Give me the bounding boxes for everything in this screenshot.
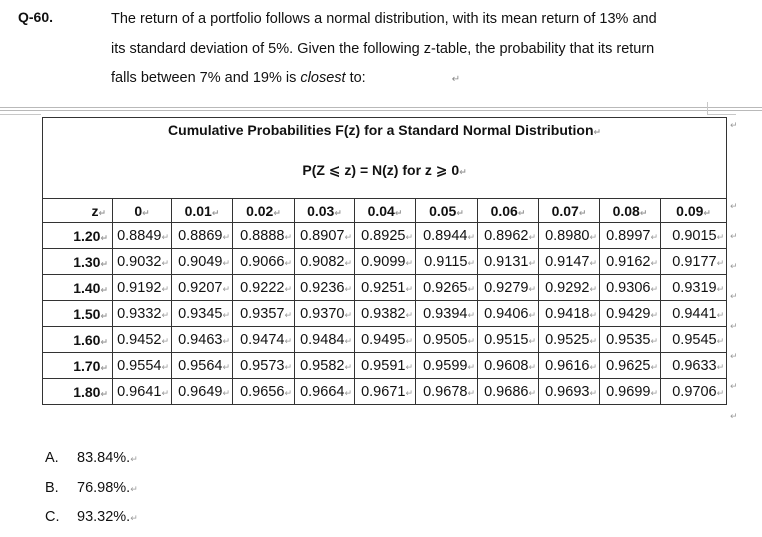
column-header: z↵ xyxy=(43,199,113,223)
row-end-mark-icon: ↵ xyxy=(730,381,738,391)
z-table-grid xyxy=(42,117,727,405)
cell-end-mark-icon: ↵ xyxy=(100,362,108,373)
cell-end-mark-icon: ↵ xyxy=(222,387,230,398)
cell-end-mark-icon: ↵ xyxy=(405,283,413,294)
answer-letter: B. xyxy=(45,479,59,496)
cell-end-mark-icon: ↵ xyxy=(528,257,536,268)
cell-end-mark-icon: ↵ xyxy=(528,361,536,372)
cell-end-mark-icon: ↵ xyxy=(716,283,725,294)
probability-cell: 0.8888↵ xyxy=(233,223,295,249)
row-end-mark-icon: ↵ xyxy=(730,231,738,241)
paragraph-mark-icon: ↵ xyxy=(130,483,138,494)
cell-end-mark-icon: ↵ xyxy=(467,387,475,398)
cell-end-mark-icon: ↵ xyxy=(222,309,230,320)
question-emphasis: closest xyxy=(300,70,346,86)
cell-end-mark-icon: ↵ xyxy=(528,231,536,242)
cell-end-mark-icon: ↵ xyxy=(703,207,711,218)
question-line-2: its standard deviation of 5%. Given the following z-table, the probability that its return xyxy=(111,40,655,57)
probability-cell: 0.8907↵ xyxy=(295,223,355,249)
probability-cell: 0.9418↵ xyxy=(539,301,600,327)
probability-cell: 0.8849↵ xyxy=(113,223,172,249)
cell-end-mark-icon: ↵ xyxy=(528,283,536,294)
column-header: 0.08↵ xyxy=(600,199,661,223)
cell-end-mark-icon: ↵ xyxy=(222,257,230,268)
row-end-mark-icon: ↵ xyxy=(730,411,738,421)
probability-cell: 0.9545↵ xyxy=(661,327,727,353)
cell-end-mark-icon: ↵ xyxy=(344,361,352,372)
cell-end-mark-icon: ↵ xyxy=(161,335,169,346)
z-value-cell: 1.60↵ xyxy=(43,327,113,353)
cell-end-mark-icon: ↵ xyxy=(716,231,725,242)
cell-end-mark-icon: ↵ xyxy=(589,283,597,294)
section-rule-bottom xyxy=(0,110,762,111)
cell-end-mark-icon: ↵ xyxy=(284,309,292,320)
probability-cell: 0.8997↵ xyxy=(600,223,661,249)
cell-end-mark-icon: ↵ xyxy=(100,310,108,321)
probability-cell: 0.8944↵ xyxy=(416,223,478,249)
probability-cell: 0.9162↵ xyxy=(600,249,661,275)
cell-end-mark-icon: ↵ xyxy=(650,257,658,268)
table-title: Cumulative Probabilities F(z) for a Standard Normal Distribution↵ xyxy=(168,122,602,138)
cell-end-mark-icon: ↵ xyxy=(528,387,536,398)
cell-end-mark-icon: ↵ xyxy=(284,283,292,294)
probability-cell: 0.9452↵ xyxy=(113,327,172,353)
cell-end-mark-icon: ↵ xyxy=(578,207,587,218)
cell-end-mark-icon: ↵ xyxy=(284,387,292,398)
cell-end-mark-icon: ↵ xyxy=(161,283,169,294)
cell-end-mark-icon: ↵ xyxy=(716,309,725,320)
answer-text: 93.32%. xyxy=(77,509,131,525)
cell-end-mark-icon: ↵ xyxy=(161,361,169,372)
probability-cell: 0.9706↵ xyxy=(661,379,727,405)
probability-cell: 0.9207↵ xyxy=(172,275,233,301)
row-end-mark-icon: ↵ xyxy=(730,321,738,331)
column-header: 0.03↵ xyxy=(295,199,355,223)
probability-cell: 0.8980↵ xyxy=(539,223,600,249)
cell-end-mark-icon: ↵ xyxy=(716,361,725,372)
column-header: 0.04↵ xyxy=(355,199,416,223)
cell-end-mark-icon: ↵ xyxy=(456,207,464,218)
cell-end-mark-icon: ↵ xyxy=(589,257,597,268)
z-value-cell: 1.80↵ xyxy=(43,379,113,405)
probability-cell: 0.9649↵ xyxy=(172,379,233,405)
probability-cell: 0.9686↵ xyxy=(478,379,539,405)
question-line-1: The return of a portfolio follows a normal distribution, with its mean return of 13% and xyxy=(111,11,657,27)
cell-end-mark-icon: ↵ xyxy=(344,309,352,320)
z-table xyxy=(42,117,726,405)
table-row xyxy=(43,327,727,353)
cell-end-mark-icon: ↵ xyxy=(100,232,108,243)
question-line-3-prefix: falls between 7% and 19% is xyxy=(111,70,301,86)
probability-cell: 0.9633↵ xyxy=(661,353,727,379)
column-header: 0.07↵ xyxy=(539,199,600,223)
probability-cell: 0.9406↵ xyxy=(478,301,539,327)
cell-end-mark-icon: ↵ xyxy=(222,283,230,294)
probability-cell: 0.9554↵ xyxy=(113,353,172,379)
cell-end-mark-icon: ↵ xyxy=(344,283,352,294)
table-row xyxy=(43,249,727,275)
probability-cell: 0.9525↵ xyxy=(539,327,600,353)
probability-cell: 0.9082↵ xyxy=(295,249,355,275)
cell-end-mark-icon: ↵ xyxy=(284,231,292,242)
cell-end-mark-icon: ↵ xyxy=(98,207,106,218)
cell-end-mark-icon: ↵ xyxy=(284,335,292,346)
cell-end-mark-icon: ↵ xyxy=(650,361,658,372)
probability-cell: 0.8925↵ xyxy=(355,223,416,249)
cell-end-mark-icon: ↵ xyxy=(344,335,352,346)
probability-cell: 0.9664↵ xyxy=(295,379,355,405)
answer-list xyxy=(45,448,138,537)
cell-end-mark-icon: ↵ xyxy=(467,283,475,294)
cell-end-mark-icon: ↵ xyxy=(528,335,536,346)
section-rule-top xyxy=(0,107,762,108)
probability-cell: 0.9015↵ xyxy=(661,223,727,249)
cell-end-mark-icon: ↵ xyxy=(650,231,658,242)
cell-end-mark-icon: ↵ xyxy=(405,335,413,346)
z-value-cell: 1.40↵ xyxy=(43,275,113,301)
table-title-cell xyxy=(43,118,727,199)
table-row xyxy=(43,353,727,379)
answer-option[interactable] xyxy=(45,478,138,508)
probability-cell: 0.9251↵ xyxy=(355,275,416,301)
answer-text: 76.98%. xyxy=(77,479,131,496)
probability-cell: 0.9678↵ xyxy=(416,379,478,405)
probability-cell: 0.9625↵ xyxy=(600,353,661,379)
cell-end-mark-icon: ↵ xyxy=(284,257,292,268)
cell-end-mark-icon: ↵ xyxy=(142,207,150,218)
cell-end-mark-icon: ↵ xyxy=(222,361,230,372)
probability-cell: 0.9616↵ xyxy=(539,353,600,379)
probability-cell: 0.9699↵ xyxy=(600,379,661,405)
cell-end-mark-icon: ↵ xyxy=(344,257,352,268)
probability-cell: 0.9641↵ xyxy=(113,379,172,405)
cell-end-mark-icon: ↵ xyxy=(405,257,413,268)
cell-end-mark-icon: ↵ xyxy=(284,361,292,372)
probability-cell: 0.9515↵ xyxy=(478,327,539,353)
cell-end-mark-icon: ↵ xyxy=(589,231,597,242)
answer-text: 83.84%. xyxy=(77,450,131,466)
probability-cell: 0.9495↵ xyxy=(355,327,416,353)
probability-cell: 0.9066↵ xyxy=(233,249,295,275)
z-value-cell: 1.50↵ xyxy=(43,301,113,327)
cell-end-mark-icon: ↵ xyxy=(716,335,725,346)
probability-cell: 0.9319↵ xyxy=(661,275,727,301)
cell-end-mark-icon: ↵ xyxy=(589,335,597,346)
probability-cell: 0.9306↵ xyxy=(600,275,661,301)
probability-cell: 0.9441↵ xyxy=(661,301,727,327)
question-line-3-suffix: to: xyxy=(345,70,366,86)
cell-end-mark-icon: ↵ xyxy=(716,387,725,398)
probability-cell: 0.9345↵ xyxy=(172,301,233,327)
cell-end-mark-icon: ↵ xyxy=(650,387,658,398)
cell-end-mark-icon: ↵ xyxy=(517,207,526,218)
probability-cell: 0.9279↵ xyxy=(478,275,539,301)
cell-end-mark-icon: ↵ xyxy=(405,361,413,372)
cell-end-mark-icon: ↵ xyxy=(100,284,108,295)
z-value-cell: 1.30↵ xyxy=(43,249,113,275)
column-header: 0.02↵ xyxy=(233,199,295,223)
probability-cell: 0.9032↵ xyxy=(113,249,172,275)
z-value-cell: 1.20↵ xyxy=(43,223,113,249)
table-row xyxy=(43,379,727,405)
cell-end-mark-icon: ↵ xyxy=(650,309,658,320)
cell-end-mark-icon: ↵ xyxy=(650,335,658,346)
row-end-mark-icon: ↵ xyxy=(730,291,738,301)
cell-end-mark-icon: ↵ xyxy=(344,387,352,398)
column-header: 0.05↵ xyxy=(416,199,478,223)
cell-end-mark-icon: ↵ xyxy=(589,387,597,398)
cell-end-mark-icon: ↵ xyxy=(211,207,220,218)
probability-cell: 0.8962↵ xyxy=(478,223,539,249)
cell-end-mark-icon: ↵ xyxy=(467,309,475,320)
column-header: 0↵ xyxy=(113,199,172,223)
probability-cell: 0.9192↵ xyxy=(113,275,172,301)
probability-cell: 0.9535↵ xyxy=(600,327,661,353)
probability-cell: 0.9505↵ xyxy=(416,327,478,353)
paragraph-mark-icon: ↵ xyxy=(451,74,461,85)
cell-end-mark-icon: ↵ xyxy=(222,231,230,242)
answer-option[interactable] xyxy=(45,448,138,478)
paragraph-mark-icon: ↵ xyxy=(130,454,138,464)
probability-cell: 0.9049↵ xyxy=(172,249,233,275)
probability-cell: 0.9463↵ xyxy=(172,327,233,353)
column-header: 0.06↵ xyxy=(478,199,539,223)
column-header: 0.01↵ xyxy=(172,199,233,223)
table-subtitle: P(Z ⩽ z) = N(z) for z ⩾ 0↵ xyxy=(302,162,467,178)
cell-end-mark-icon: ↵ xyxy=(394,207,403,218)
probability-cell: 0.9693↵ xyxy=(539,379,600,405)
probability-cell: 0.9177↵ xyxy=(661,249,727,275)
probability-cell: 0.9582↵ xyxy=(295,353,355,379)
row-end-mark-icon: ↵ xyxy=(730,201,738,211)
answer-letter: A. xyxy=(45,450,59,466)
cell-end-mark-icon: ↵ xyxy=(589,361,597,372)
probability-cell: 0.9382↵ xyxy=(355,301,416,327)
cell-end-mark-icon: ↵ xyxy=(405,231,413,242)
cell-end-mark-icon: ↵ xyxy=(161,309,169,320)
probability-cell: 0.9671↵ xyxy=(355,379,416,405)
probability-cell: 0.9099↵ xyxy=(355,249,416,275)
probability-cell: 0.9131↵ xyxy=(478,249,539,275)
cell-end-mark-icon: ↵ xyxy=(100,388,108,399)
cell-end-mark-icon: ↵ xyxy=(467,257,475,268)
cell-end-mark-icon: ↵ xyxy=(161,231,169,242)
cell-end-mark-icon: ↵ xyxy=(467,335,475,346)
cell-end-mark-icon: ↵ xyxy=(334,207,342,218)
probability-cell: 0.9292↵ xyxy=(539,275,600,301)
probability-cell: 0.9236↵ xyxy=(295,275,355,301)
answer-letter: C. xyxy=(45,509,60,525)
table-row xyxy=(43,223,727,249)
table-row xyxy=(43,301,727,327)
probability-cell: 0.9332↵ xyxy=(113,301,172,327)
cell-end-mark-icon: ↵ xyxy=(589,309,597,320)
probability-cell: 0.9265↵ xyxy=(416,275,478,301)
answer-option[interactable] xyxy=(45,507,138,537)
probability-cell: 0.9474↵ xyxy=(233,327,295,353)
probability-cell: 0.9147↵ xyxy=(539,249,600,275)
cell-end-mark-icon: ↵ xyxy=(344,231,352,242)
probability-cell: 0.9222↵ xyxy=(233,275,295,301)
probability-cell: 0.9656↵ xyxy=(233,379,295,405)
column-header: 0.09↵ xyxy=(661,199,727,223)
row-end-mark-icon: ↵ xyxy=(730,120,738,130)
probability-cell: 0.9484↵ xyxy=(295,327,355,353)
probability-cell: 0.9591↵ xyxy=(355,353,416,379)
probability-cell: 0.9115↵ xyxy=(416,249,478,275)
probability-cell: 0.9429↵ xyxy=(600,301,661,327)
cell-end-mark-icon: ↵ xyxy=(161,387,169,398)
question-number: Q-60. xyxy=(18,9,54,25)
cell-end-mark-icon: ↵ xyxy=(100,336,108,347)
probability-cell: 0.9608↵ xyxy=(478,353,539,379)
row-end-mark-icon: ↵ xyxy=(730,261,738,271)
row-end-mark-icon: ↵ xyxy=(730,351,738,361)
z-value-cell: 1.70↵ xyxy=(43,353,113,379)
probability-cell: 0.9357↵ xyxy=(233,301,295,327)
left-margin-marker xyxy=(0,102,41,115)
cell-end-mark-icon: ↵ xyxy=(528,309,536,320)
probability-cell: 0.9370↵ xyxy=(295,301,355,327)
cell-end-mark-icon: ↵ xyxy=(273,207,281,218)
cell-end-mark-icon: ↵ xyxy=(467,231,475,242)
cell-end-mark-icon: ↵ xyxy=(467,361,475,372)
cell-end-mark-icon: ↵ xyxy=(716,257,725,268)
cell-end-mark-icon: ↵ xyxy=(222,335,230,346)
probability-cell: 0.9564↵ xyxy=(172,353,233,379)
cell-end-mark-icon: ↵ xyxy=(650,283,658,294)
probability-cell: 0.9599↵ xyxy=(416,353,478,379)
cell-end-mark-icon: ↵ xyxy=(161,257,169,268)
paragraph-mark-icon: ↵ xyxy=(130,513,138,523)
probability-cell: 0.9573↵ xyxy=(233,353,295,379)
cell-end-mark-icon: ↵ xyxy=(405,387,413,398)
right-margin-marker xyxy=(707,102,736,115)
cell-end-mark-icon: ↵ xyxy=(405,309,413,320)
probability-cell: 0.9394↵ xyxy=(416,301,478,327)
cell-end-mark-icon: ↵ xyxy=(100,258,108,269)
table-header-row xyxy=(43,199,727,223)
cell-end-mark-icon: ↵ xyxy=(639,207,648,218)
question-line-3 xyxy=(111,64,721,95)
question-text xyxy=(111,5,721,95)
probability-cell: 0.8869↵ xyxy=(172,223,233,249)
table-row xyxy=(43,275,727,301)
